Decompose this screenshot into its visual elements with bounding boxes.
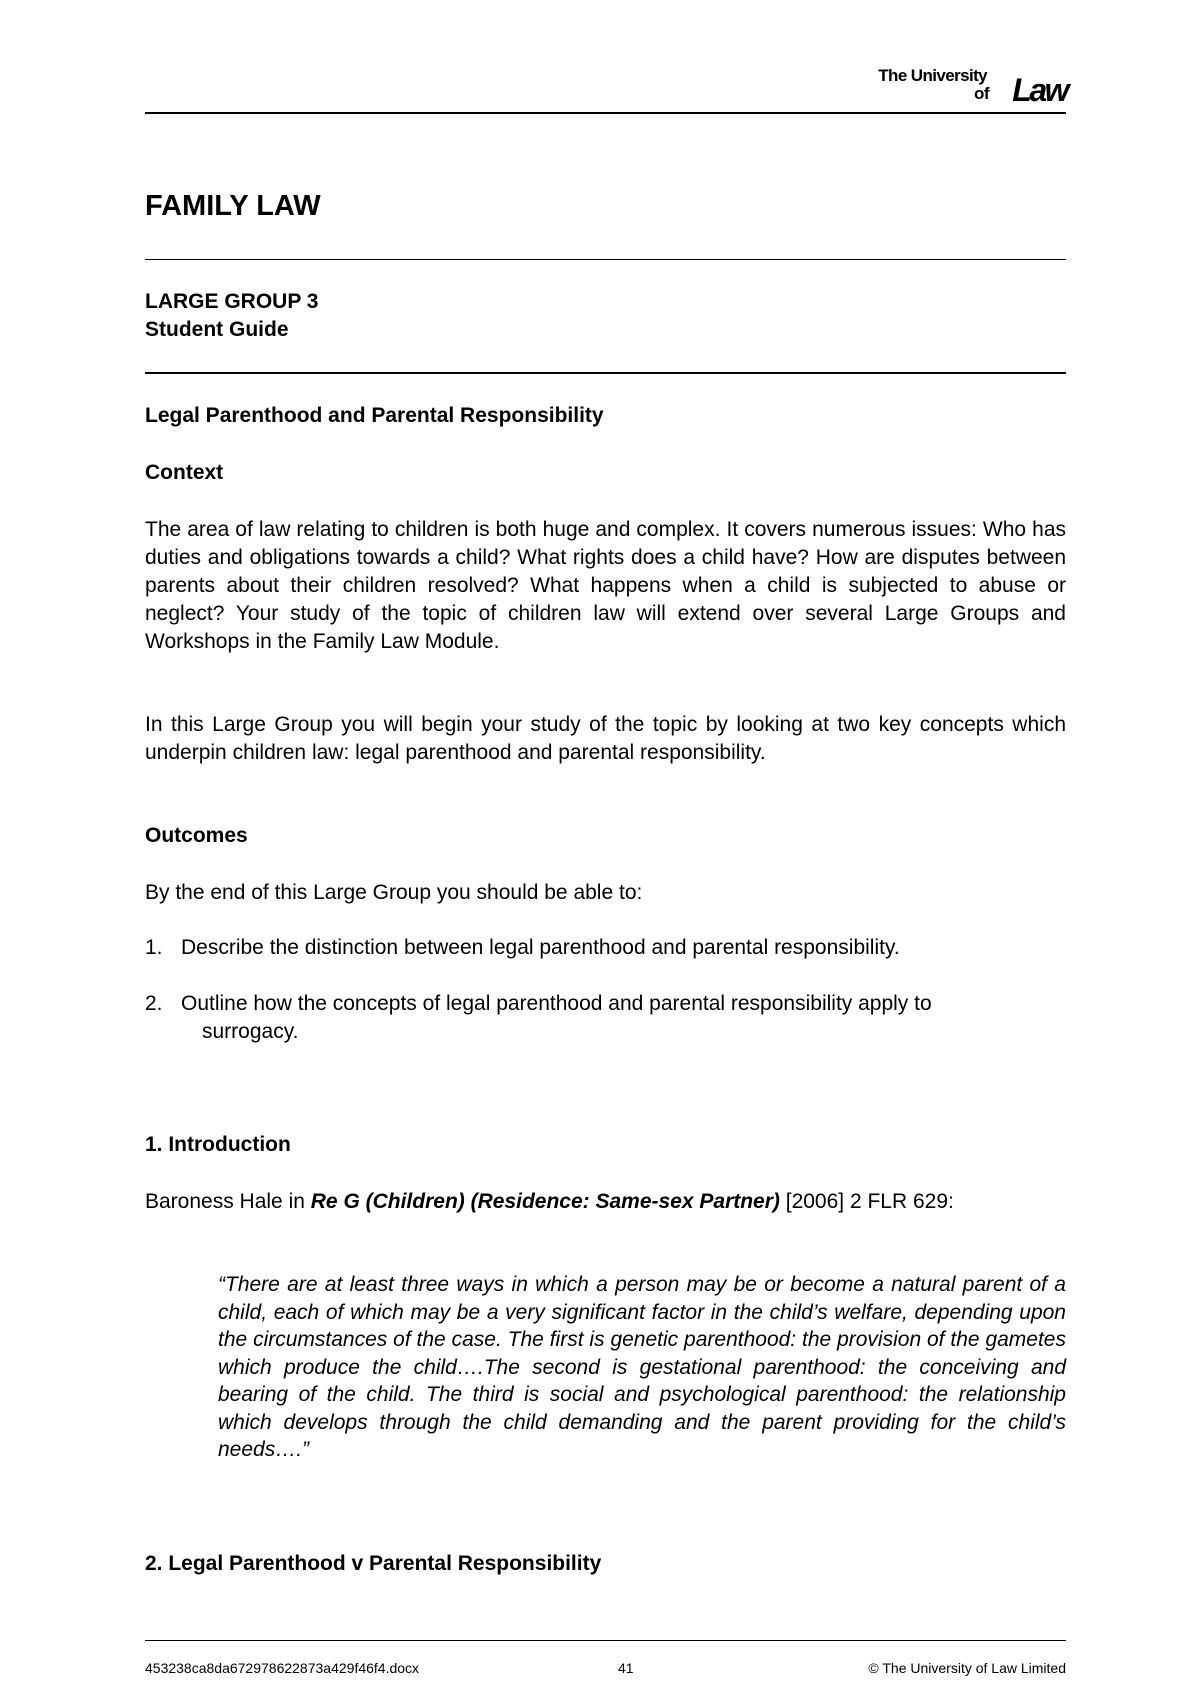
context-paragraph-2: In this Large Group you will begin your study of the topic by looking at two key concepts which underpin children law: legal parenthood and parental responsibility. <box>145 713 1066 764</box>
title-rule <box>145 259 1066 260</box>
session-subtitle <box>145 288 318 344</box>
document-title: FAMILY LAW <box>145 190 321 222</box>
footer-filename: 453238ca8da672978622873a429f46f4.docx <box>145 1660 420 1676</box>
case-name: Re G (Children) (Residence: Same-sex Partner) <box>310 1190 780 1213</box>
outcome-number: 1. <box>145 936 163 959</box>
introduction-lead <box>145 1188 1066 1216</box>
logo-text-of: of <box>973 84 989 103</box>
outcomes-intro: By the end of this Large Group you should be able to: <box>145 881 643 904</box>
footer-page-number: 41 <box>618 1660 634 1676</box>
context-paragraph-1: The area of law relating to children is both huge and complex. It covers numerous issues: Who has duties and obligations towards a child? What rights does a child have? How are disputes between parents about their children resolved? What happens when a child is subjected to abuse or neglect? Your study of the topic of children law will extend over several Large Groups and Workshops in the Family Law Module. <box>145 518 1066 653</box>
university-logo <box>857 66 1067 106</box>
section-2-heading: 2. Legal Parenthood v Parental Responsibility <box>145 1552 602 1575</box>
footer-copyright: © The University of Law Limited <box>868 1660 1066 1676</box>
logo-text-top: The University <box>878 66 987 85</box>
outcome-text: Outline how the concepts of legal parenthood and parental responsibility apply to <box>181 992 932 1015</box>
session-name: LARGE GROUP 3 <box>145 290 319 313</box>
outcome-text: Describe the distinction between legal parenthood and parental responsibility. <box>181 936 900 959</box>
subtitle-rule <box>145 372 1066 374</box>
outcomes-heading: Outcomes <box>145 824 248 847</box>
case-citation: [2006] 2 FLR 629: <box>779 1190 954 1213</box>
logo-text-law: Law <box>1012 72 1067 108</box>
topic-heading: Legal Parenthood and Parental Responsibility <box>145 404 604 427</box>
lead-text: Baroness Hale in <box>145 1190 311 1213</box>
outcome-item-2 <box>145 990 1066 1046</box>
outcome-text-continued: surrogacy. <box>202 1020 299 1043</box>
header-rule <box>145 112 1066 114</box>
introduction-heading: 1. Introduction <box>145 1133 291 1156</box>
outcome-number: 2. <box>145 992 163 1015</box>
footer-rule <box>145 1640 1066 1641</box>
guide-type: Student Guide <box>145 318 289 341</box>
hale-quote: “There are at least three ways in which a person may be or become a natural parent of a child, each of which may be a very significant factor in the child’s welfare, depending upon the circumstances of the case. The first is genetic parenthood: the provision of the gametes which produce the child….The second is gestational parenthood: the conceiving and bearing of the child. The third is social and psychological parenthood: the relationship which develops through the child demanding and the parent providing for the child’s needs….” <box>218 1273 1066 1461</box>
context-heading: Context <box>145 461 224 484</box>
